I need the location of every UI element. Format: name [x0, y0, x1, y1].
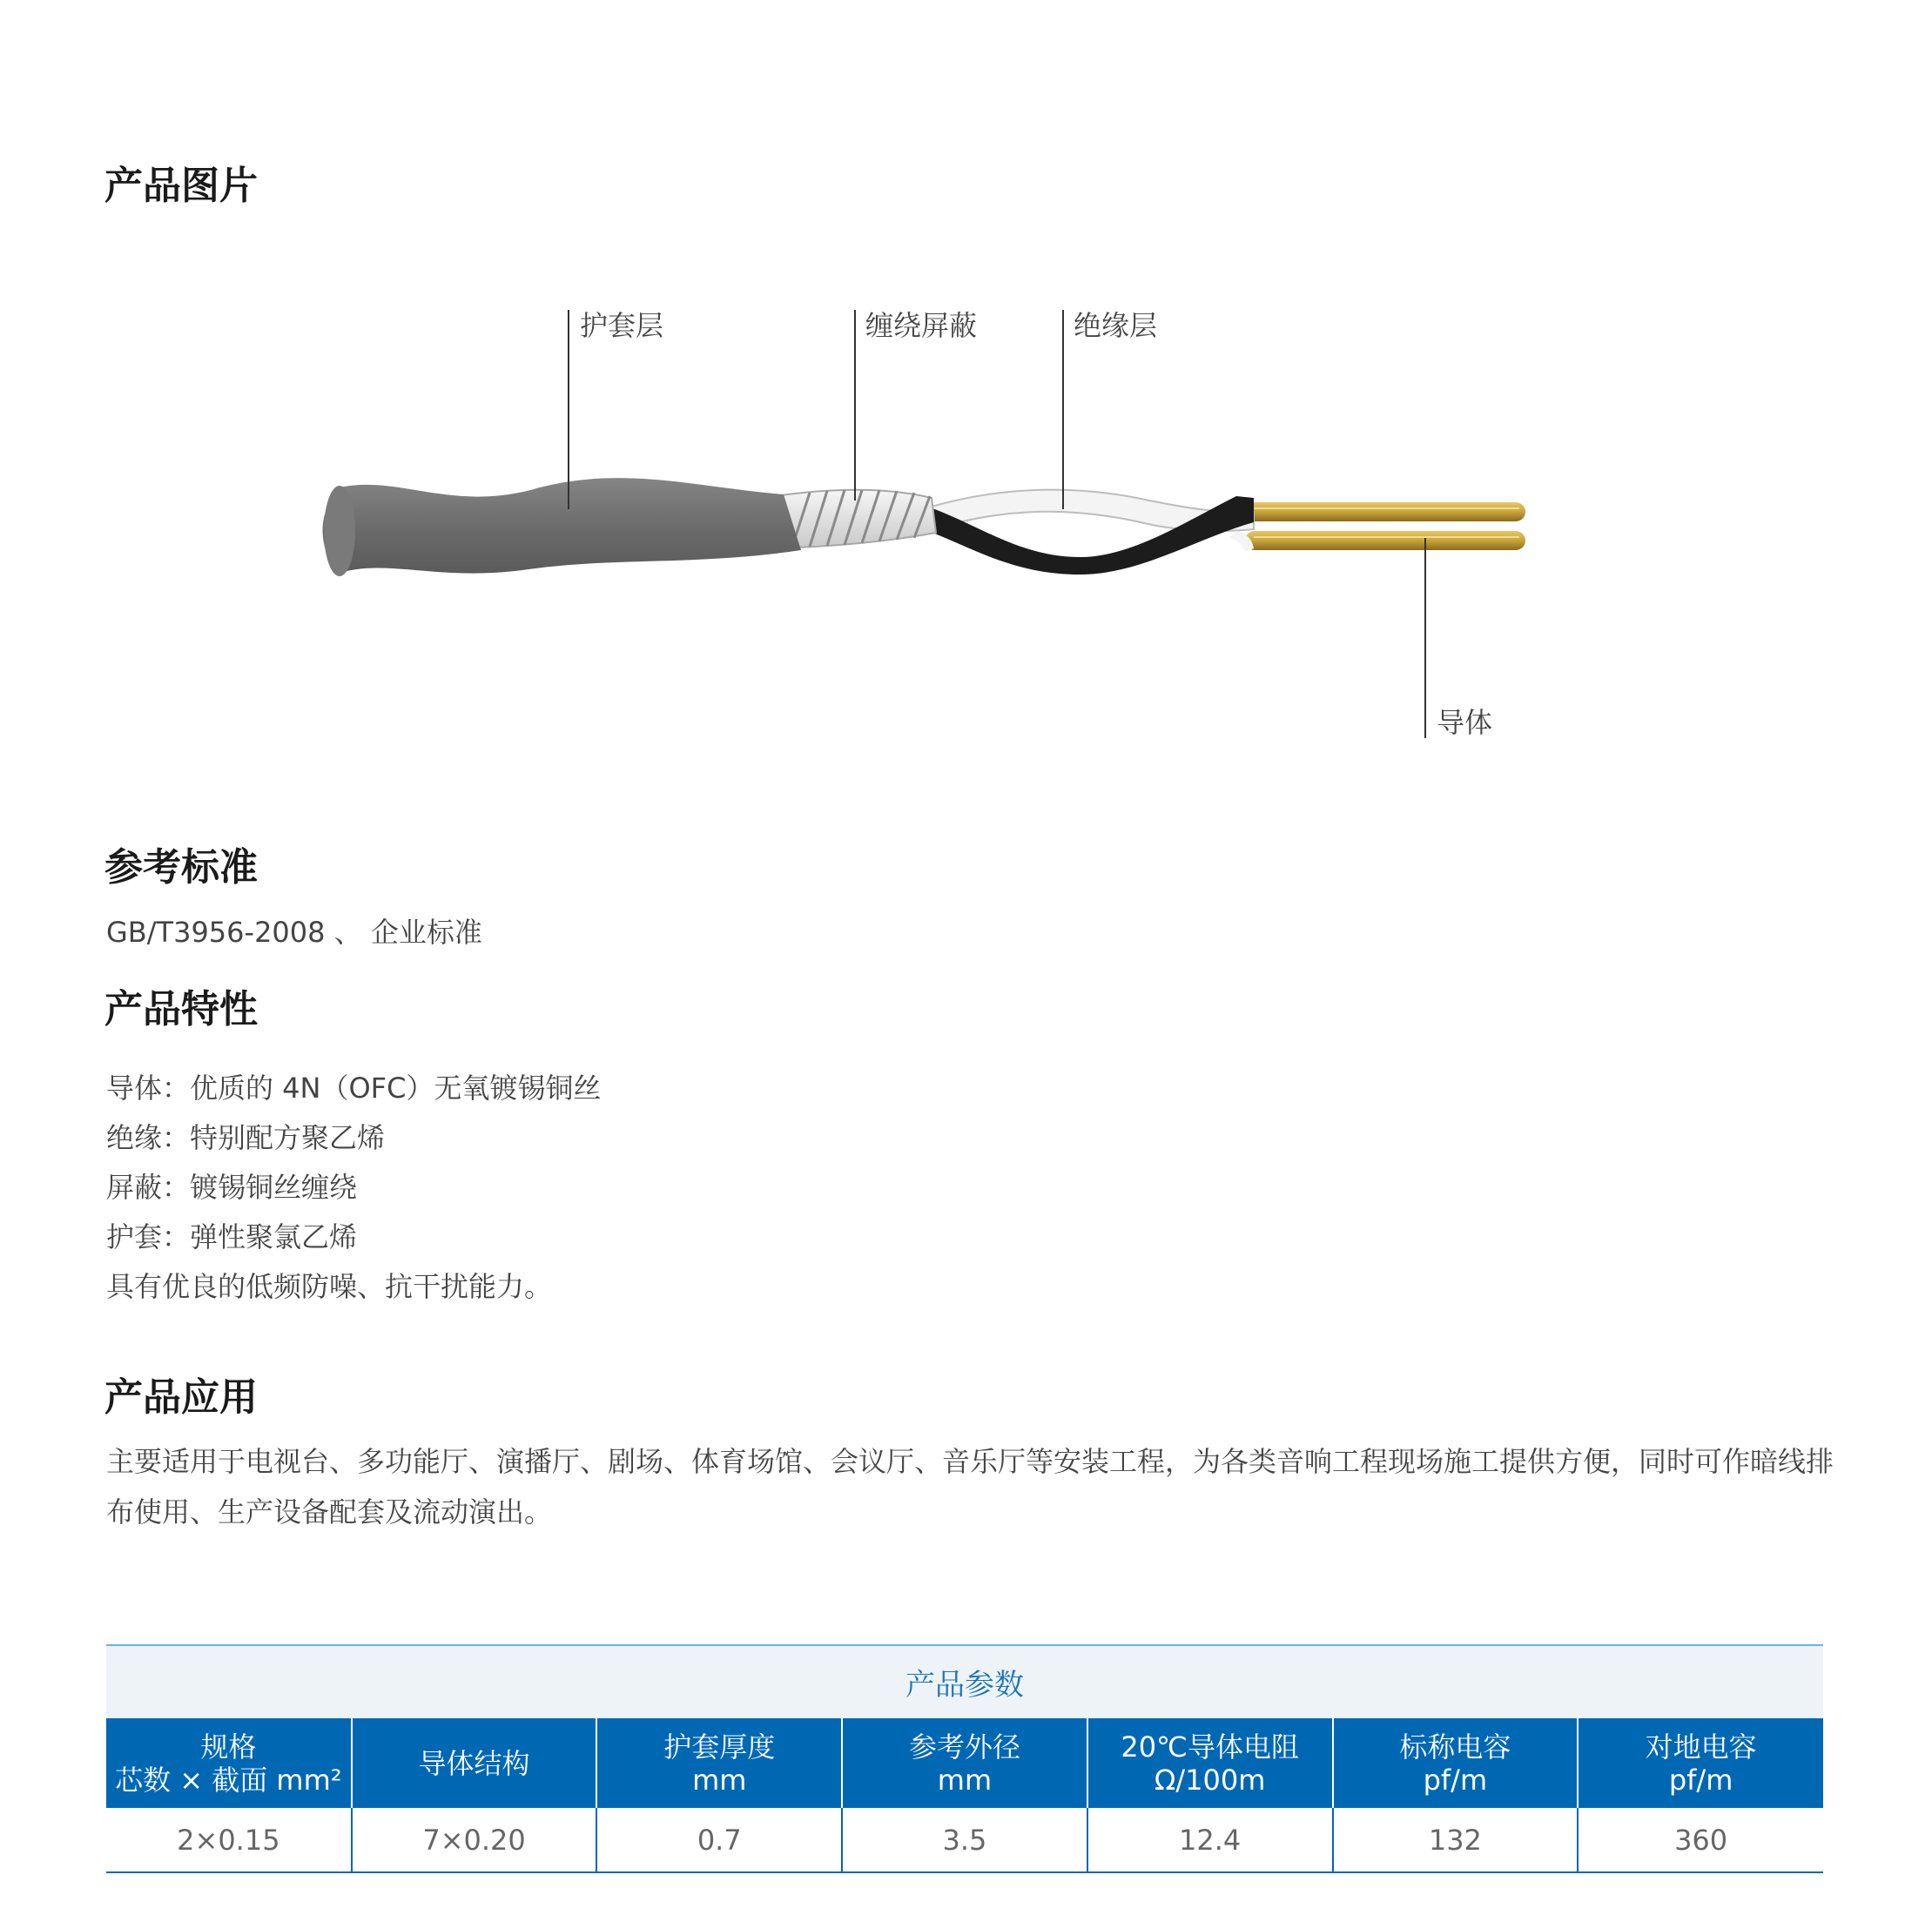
feature-conductor: 导体：优质的 4N（OFC）无氧镀锡铜丝: [106, 1072, 602, 1105]
conductor-upper: [1245, 502, 1525, 521]
application-text: 主要适用于电视台、多功能厅、演播厅、剧场、体育场馆、会议厅、音乐厅等安装工程，为各类音响工程现场施工提供方便，同时可作暗线排布使用、生产设备配套及流动演出。: [106, 1445, 1834, 1529]
section-title-features: 产品特性: [104, 987, 258, 1031]
header-resistance: 20℃导体电阻 Ω/100m: [1087, 1718, 1333, 1808]
cable-structure-diagram: [0, 0, 1932, 783]
feature-noise: 具有优良的低频防噪、抗干扰能力。: [106, 1270, 553, 1303]
cell-spec: 2×0.15: [106, 1808, 352, 1872]
header-ground-capacitance: 对地电容 pf/m: [1578, 1718, 1823, 1808]
feature-insulation: 绝缘：特别配方聚乙烯: [106, 1121, 386, 1154]
feature-shield: 屏蔽：镀锡铜丝缠绕: [106, 1171, 358, 1204]
jacket: [323, 478, 801, 574]
label-conductor: 导体: [1437, 706, 1493, 739]
insulated-cores: [923, 490, 1254, 574]
conductor-lower: [1245, 531, 1525, 550]
cell-ground-capacitance: 360: [1578, 1808, 1823, 1872]
parameter-table: [106, 1644, 1823, 1873]
section-title-application: 产品应用: [104, 1375, 258, 1420]
label-insulation: 绝缘层: [1074, 309, 1158, 342]
header-capacitance: 标称电容 pf/m: [1333, 1718, 1579, 1808]
table-caption: 产品参数: [106, 1645, 1823, 1718]
feature-jacket: 护套：弹性聚氯乙烯: [106, 1220, 358, 1253]
cell-capacitance: 132: [1333, 1808, 1579, 1872]
section-title-standard: 参考标准: [104, 845, 258, 890]
section-title-picture: 产品图片: [104, 164, 258, 208]
cell-conductor-structure: 7×0.20: [352, 1808, 597, 1872]
table-row: [106, 1808, 1823, 1872]
feature-list: [106, 1064, 601, 1312]
cell-jacket-thickness: 0.7: [596, 1808, 842, 1872]
cable-illustration: [0, 0, 1932, 783]
cell-outer-diameter: 3.5: [842, 1808, 1087, 1872]
label-jacket: 护套层: [580, 309, 664, 342]
header-conductor-structure: 导体结构: [352, 1718, 597, 1808]
header-jacket-thickness: 护套厚度 mm: [596, 1718, 842, 1808]
header-spec: 规格 芯数 × 截面 mm²: [106, 1718, 352, 1808]
conductor-wires: [1245, 502, 1525, 550]
label-shield: 缠绕屏蔽: [865, 309, 978, 342]
header-outer-diameter: 参考外径 mm: [842, 1718, 1087, 1808]
standard-text: GB/T3956-2008 、 企业标准: [106, 916, 482, 949]
table-header-row: [106, 1718, 1823, 1808]
cell-resistance: 12.4: [1087, 1808, 1333, 1872]
